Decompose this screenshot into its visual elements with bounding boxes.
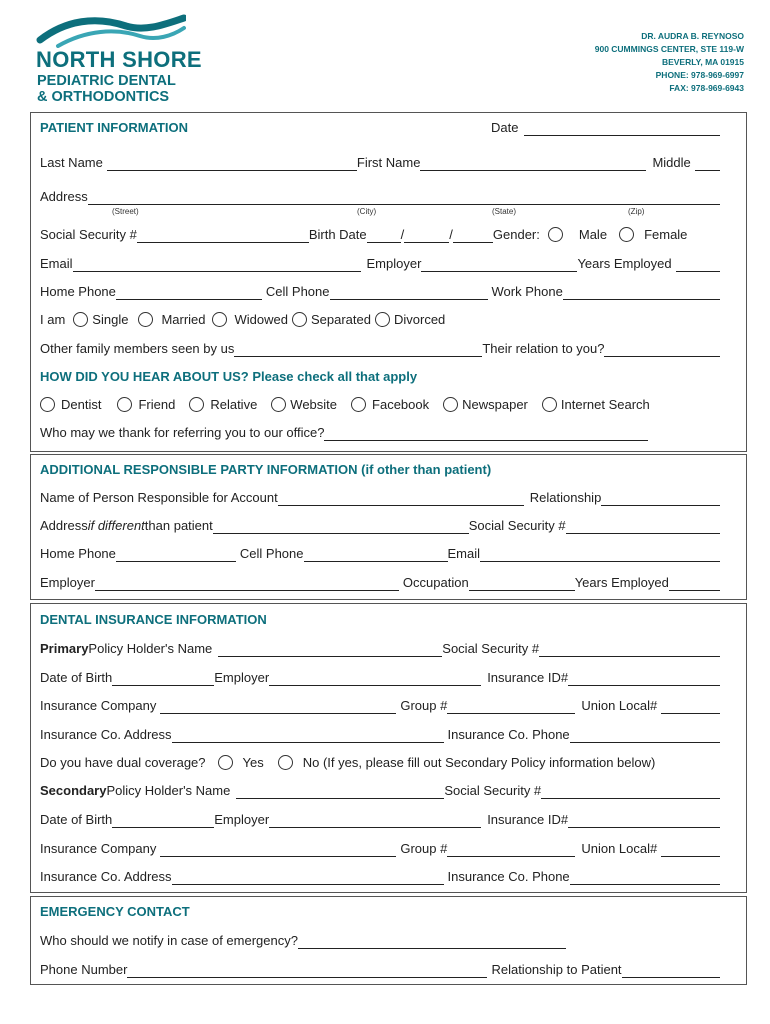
secondary-co-address-row <box>40 865 720 885</box>
zip-sublabel: (Zip) <box>628 207 645 216</box>
responsible-years-field[interactable] <box>669 577 720 591</box>
responsible-heading-row <box>40 458 720 478</box>
gender-label: Gender: <box>492 227 540 242</box>
home-phone-field[interactable] <box>116 286 262 300</box>
friend-checkbox[interactable] <box>117 397 132 412</box>
first-name-label: First Name <box>356 155 421 170</box>
relative-label: Relative <box>210 397 258 412</box>
emergency-heading: EMERGENCY CONTACT <box>40 904 190 919</box>
primary-ssn-field[interactable] <box>539 643 720 657</box>
family-field[interactable] <box>234 343 482 357</box>
widowed-label: Widowed <box>234 312 288 327</box>
responsible-name-row <box>40 486 720 506</box>
notify-field[interactable] <box>298 935 566 949</box>
primary-group-field[interactable] <box>447 700 575 714</box>
last-name-field[interactable] <box>107 157 357 171</box>
referral-options-row <box>40 393 720 413</box>
holder-label: Policy Holder's Name <box>106 783 231 798</box>
ssn-birth-gender-row <box>40 223 720 243</box>
primary-co-address-row <box>40 723 720 743</box>
phone-number: PHONE: 978-969-6997 <box>655 70 744 80</box>
co-phone-label: Insurance Co. Phone <box>447 869 570 884</box>
home-phone-label: Home Phone <box>40 284 116 299</box>
dual-coverage-label: Do you have dual coverage? <box>40 755 206 770</box>
responsible-employer-field[interactable] <box>95 577 399 591</box>
responsible-name-label: Name of Person Responsible for Account <box>40 490 278 505</box>
birth-month-field[interactable] <box>367 229 401 243</box>
responsible-address-field[interactable] <box>213 520 469 534</box>
cell-phone-label: Cell Phone <box>239 546 304 561</box>
email-employer-row <box>40 252 720 272</box>
referral-heading-row <box>40 365 720 385</box>
co-address-label: Insurance Co. Address <box>40 869 172 884</box>
insurance-id-label: Insurance ID# <box>487 670 569 685</box>
divorced-radio[interactable] <box>375 312 390 327</box>
phones-row <box>40 280 720 300</box>
i-am-label: I am <box>40 312 66 327</box>
years-employed-label: Years Employed <box>574 575 669 590</box>
cell-phone-label: Cell Phone <box>265 284 330 299</box>
primary-co-address-field[interactable] <box>172 729 444 743</box>
address-field[interactable] <box>88 191 720 205</box>
union-label: Union Local# <box>581 841 658 856</box>
years-employed-label: Years Employed <box>577 256 672 271</box>
middle-label: Middle <box>652 155 691 170</box>
relationship-to-patient-field[interactable] <box>622 964 720 978</box>
newspaper-label: Newspaper <box>462 397 528 412</box>
separated-label: Separated <box>310 312 371 327</box>
referral-heading: HOW DID YOU HEAR ABOUT US? Please check all that apply <box>40 369 418 384</box>
secondary-insurance-id-field[interactable] <box>568 814 720 828</box>
wave-logo-icon <box>36 14 186 48</box>
separated-radio[interactable] <box>292 312 307 327</box>
insurance-id-label: Insurance ID# <box>487 812 569 827</box>
doctor-name: DR. AUDRA B. REYNOSO <box>641 31 744 41</box>
internet-search-label: Internet Search <box>560 397 650 412</box>
address-row <box>40 185 720 205</box>
if-different-label: if different <box>87 518 145 533</box>
work-phone-label: Work Phone <box>491 284 563 299</box>
relationship-label: Relationship <box>529 490 602 505</box>
responsible-address-row <box>40 514 720 534</box>
company-label: Insurance Company <box>40 698 157 713</box>
brand-line3: & ORTHODONTICS <box>37 89 170 105</box>
dual-no-label: No (If yes, please fill out Secondary Policy information below) <box>302 755 656 770</box>
secondary-co-phone-field[interactable] <box>570 871 720 885</box>
insurance-heading: DENTAL INSURANCE INFORMATION <box>40 612 267 627</box>
responsible-employer-row <box>40 571 720 591</box>
primary-co-phone-field[interactable] <box>570 729 720 743</box>
secondary-ssn-field[interactable] <box>541 785 720 799</box>
email-label: Email <box>447 546 481 561</box>
primary-company-field[interactable] <box>160 700 396 714</box>
married-label: Married <box>161 312 206 327</box>
website-checkbox[interactable] <box>271 397 286 412</box>
relative-checkbox[interactable] <box>189 397 204 412</box>
brand-name: NORTH SHORE <box>36 47 202 72</box>
work-phone-field[interactable] <box>563 286 720 300</box>
occupation-field[interactable] <box>469 577 575 591</box>
responsible-ssn-field[interactable] <box>566 520 720 534</box>
employer-field[interactable] <box>421 258 577 272</box>
friend-label: Friend <box>138 397 176 412</box>
middle-field[interactable] <box>695 157 720 171</box>
primary-company-row <box>40 694 720 714</box>
emergency-heading-row <box>40 900 720 920</box>
primary-employer-field[interactable] <box>269 672 481 686</box>
secondary-label: Secondary <box>40 783 107 798</box>
secondary-employer-field[interactable] <box>269 814 481 828</box>
email-field[interactable] <box>73 258 361 272</box>
name-row <box>40 151 720 171</box>
employer-label: Employer <box>214 812 270 827</box>
group-label: Group # <box>400 698 448 713</box>
responsible-heading: ADDITIONAL RESPONSIBLE PARTY INFORMATION (if other than patient) <box>40 462 492 477</box>
address-label: Address <box>40 518 88 533</box>
married-radio[interactable] <box>138 312 153 327</box>
birth-day-field[interactable] <box>404 229 449 243</box>
male-label: Male <box>578 227 608 242</box>
widowed-radio[interactable] <box>212 312 227 327</box>
relationship-to-patient-label: Relationship to Patient <box>491 962 622 977</box>
dob-label: Date of Birth <box>40 812 113 827</box>
thank-field[interactable] <box>324 427 648 441</box>
city-address: BEVERLY, MA 01915 <box>661 57 744 67</box>
dual-yes-label: Yes <box>242 755 264 770</box>
secondary-union-field[interactable] <box>661 843 720 857</box>
relation-field[interactable] <box>604 343 720 357</box>
cell-phone-field[interactable] <box>330 286 488 300</box>
group-label: Group # <box>400 841 448 856</box>
dual-yes-radio[interactable] <box>218 755 233 770</box>
primary-holder-field[interactable] <box>218 643 442 657</box>
thank-label: Who may we thank for referring you to our office? <box>40 425 325 440</box>
than-patient-label: than patient <box>144 518 213 533</box>
secondary-holder-field[interactable] <box>236 785 444 799</box>
home-phone-label: Home Phone <box>40 546 116 561</box>
birth-year-field[interactable] <box>453 229 493 243</box>
co-phone-label: Insurance Co. Phone <box>447 727 570 742</box>
responsible-phones-row <box>40 542 720 562</box>
responsible-email-field[interactable] <box>480 548 720 562</box>
ssn-field[interactable] <box>137 229 309 243</box>
secondary-company-field[interactable] <box>160 843 396 857</box>
insurance-heading-row <box>40 608 720 628</box>
website-label: Website <box>290 397 338 412</box>
facebook-checkbox[interactable] <box>351 397 366 412</box>
secondary-co-address-field[interactable] <box>172 871 444 885</box>
employer-label: Employer <box>214 670 270 685</box>
dentist-checkbox[interactable] <box>40 397 55 412</box>
secondary-dob-field[interactable] <box>112 814 214 828</box>
city-sublabel: (City) <box>357 207 377 216</box>
family-label: Other family members seen by us <box>40 341 235 356</box>
secondary-dob-row <box>40 808 720 828</box>
date-slash: / <box>400 227 405 242</box>
primary-dob-row <box>40 666 720 686</box>
marital-status-row <box>40 308 720 328</box>
male-radio[interactable] <box>548 227 563 242</box>
female-radio[interactable] <box>619 227 634 242</box>
primary-dob-field[interactable] <box>112 672 214 686</box>
responsible-home-phone-field[interactable] <box>116 548 236 562</box>
employer-label: Employer <box>366 256 422 271</box>
secondary-company-row <box>40 837 720 857</box>
union-label: Union Local# <box>581 698 658 713</box>
internet-search-checkbox[interactable] <box>542 397 557 412</box>
fax-number: FAX: 978-969-6943 <box>669 83 744 93</box>
female-label: Female <box>644 227 688 242</box>
practice-logo <box>36 14 202 106</box>
employer-label: Employer <box>40 575 95 590</box>
responsible-name-field[interactable] <box>278 492 524 506</box>
phone-number-label: Phone Number <box>40 962 128 977</box>
street-sublabel: (Street) <box>112 207 139 216</box>
last-name-label: Last Name <box>40 155 103 170</box>
responsible-ssn-label: Social Security # <box>468 518 566 533</box>
state-sublabel: (State) <box>492 207 517 216</box>
occupation-label: Occupation <box>402 575 469 590</box>
dentist-label: Dentist <box>61 397 102 412</box>
relation-label: Their relation to you? <box>482 341 605 356</box>
birth-date-label: Birth Date <box>308 227 367 242</box>
date-label: Date <box>491 120 519 135</box>
co-address-label: Insurance Co. Address <box>40 727 172 742</box>
secondary-ssn-label: Social Security # <box>444 783 542 798</box>
emergency-phone-field[interactable] <box>127 964 487 978</box>
notify-label: Who should we notify in case of emergency? <box>40 933 298 948</box>
primary-label: Primary <box>40 641 89 656</box>
patient-header-row <box>40 116 720 136</box>
single-radio[interactable] <box>73 312 88 327</box>
years-employed-field[interactable] <box>676 258 720 272</box>
holder-label: Policy Holder's Name <box>88 641 213 656</box>
email-label: Email <box>40 256 73 271</box>
secondary-holder-row <box>40 779 720 799</box>
primary-ssn-label: Social Security # <box>442 641 540 656</box>
thank-row <box>40 421 720 441</box>
date-field[interactable] <box>524 122 720 136</box>
company-label: Insurance Company <box>40 841 157 856</box>
single-label: Single <box>92 312 129 327</box>
notify-row <box>40 929 720 949</box>
brand-line2: PEDIATRIC DENTAL <box>37 73 176 89</box>
primary-holder-row <box>40 637 720 657</box>
newspaper-checkbox[interactable] <box>443 397 458 412</box>
ssn-label: Social Security # <box>40 227 137 242</box>
first-name-field[interactable] <box>420 157 646 171</box>
street-address: 900 CUMMINGS CENTER, STE 119-W <box>594 44 744 54</box>
contact-block <box>595 30 744 95</box>
dob-label: Date of Birth <box>40 670 113 685</box>
section-heading: PATIENT INFORMATION <box>40 120 189 135</box>
emergency-phone-row <box>40 958 720 978</box>
primary-insurance-id-field[interactable] <box>568 672 720 686</box>
family-row <box>40 337 720 357</box>
responsible-cell-phone-field[interactable] <box>304 548 448 562</box>
facebook-label: Facebook <box>372 397 430 412</box>
secondary-group-field[interactable] <box>447 843 575 857</box>
dual-coverage-row <box>40 751 720 771</box>
dual-no-radio[interactable] <box>278 755 293 770</box>
primary-union-field[interactable] <box>661 700 720 714</box>
divorced-label: Divorced <box>393 312 446 327</box>
date-slash: / <box>449 227 453 242</box>
relationship-field[interactable] <box>601 492 720 506</box>
address-label: Address <box>40 189 88 204</box>
